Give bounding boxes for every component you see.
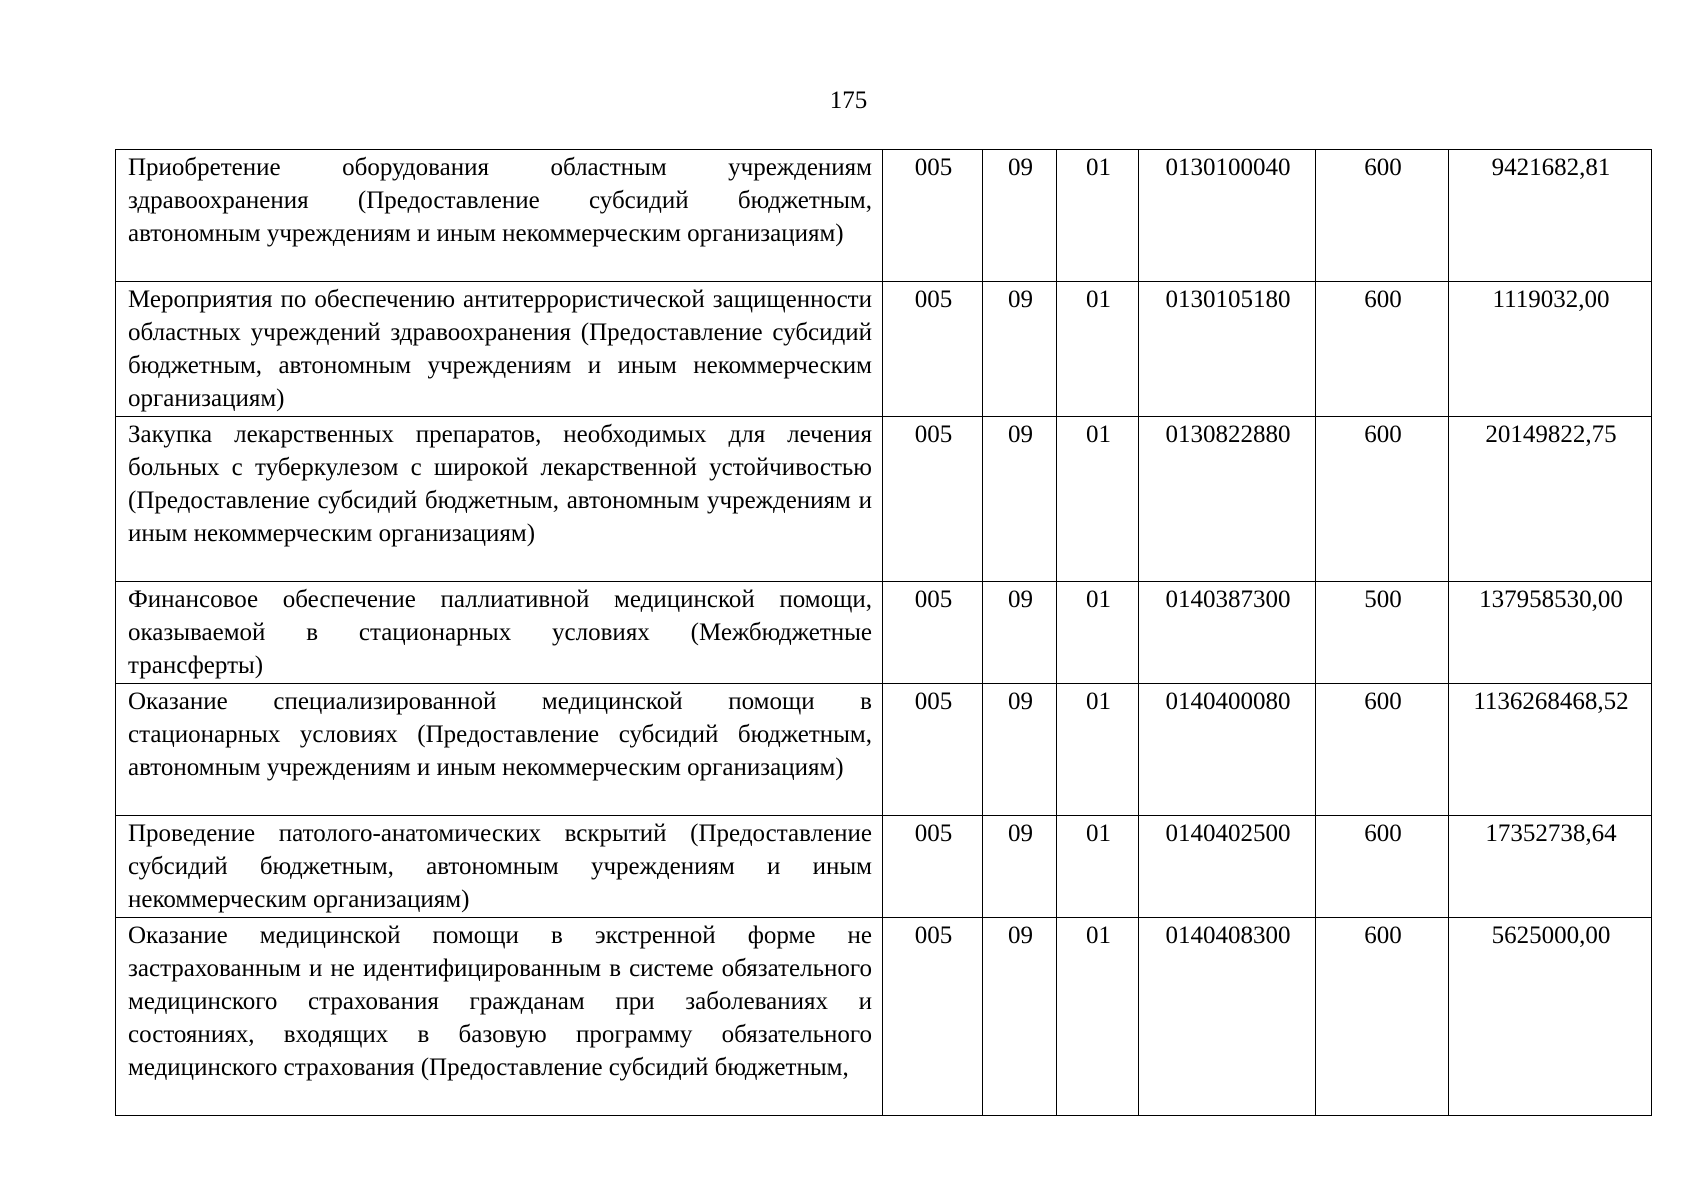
row-description: Оказание специализированной медицинской помощи в стационарных условиях (Предоставление субсидий бюджетным, автономным учреждениям и иным некоммерческим организациям) — [116, 684, 883, 816]
subsection-code: 01 — [1057, 684, 1139, 816]
target-article-code: 0140402500 — [1139, 816, 1316, 918]
subsection-code: 01 — [1057, 582, 1139, 684]
row-description: Закупка лекарственных препаратов, необходимых для лечения больных с туберкулезом с широкой лекарственной устойчивостью (Предоставление субсидий бюджетным, автономным учреждениям и иным некоммерческим организациям) — [116, 417, 883, 582]
target-article-code: 0140408300 — [1139, 918, 1316, 1116]
table-row — [116, 816, 1652, 918]
expense-type-code: 600 — [1316, 150, 1449, 282]
section-code: 09 — [983, 282, 1057, 417]
subsection-code: 01 — [1057, 282, 1139, 417]
amount-value: 5625000,00 — [1449, 918, 1652, 1116]
ministry-code: 005 — [883, 150, 983, 282]
section-code: 09 — [983, 417, 1057, 582]
expense-type-code: 500 — [1316, 582, 1449, 684]
amount-value: 17352738,64 — [1449, 816, 1652, 918]
section-code: 09 — [983, 816, 1057, 918]
table-row — [116, 582, 1652, 684]
target-article-code: 0140400080 — [1139, 684, 1316, 816]
ministry-code: 005 — [883, 417, 983, 582]
amount-value: 20149822,75 — [1449, 417, 1652, 582]
table-body — [116, 150, 1652, 1116]
budget-table — [115, 149, 1652, 1116]
amount-value: 1119032,00 — [1449, 282, 1652, 417]
table-row — [116, 918, 1652, 1116]
subsection-code: 01 — [1057, 918, 1139, 1116]
target-article-code: 0140387300 — [1139, 582, 1316, 684]
section-code: 09 — [983, 150, 1057, 282]
ministry-code: 005 — [883, 816, 983, 918]
subsection-code: 01 — [1057, 816, 1139, 918]
ministry-code: 005 — [883, 684, 983, 816]
row-description: Проведение патолого-анатомических вскрытий (Предоставление субсидий бюджетным, автономным учреждениям и иным некоммерческим организациям) — [116, 816, 883, 918]
row-description: Мероприятия по обеспечению антитеррористической защищенности областных учреждений здравоохранения (Предоставление субсидий бюджетным, автономным учреждениям и иным некоммерческим организациям) — [116, 282, 883, 417]
table-row — [116, 417, 1652, 582]
amount-value: 137958530,00 — [1449, 582, 1652, 684]
row-description: Приобретение оборудования областным учреждениям здравоохранения (Предоставление субсидий бюджетным, автономным учреждениям и иным некоммерческим организациям) — [116, 150, 883, 282]
target-article-code: 0130822880 — [1139, 417, 1316, 582]
expense-type-code: 600 — [1316, 417, 1449, 582]
section-code: 09 — [983, 582, 1057, 684]
section-code: 09 — [983, 684, 1057, 816]
expense-type-code: 600 — [1316, 282, 1449, 417]
ministry-code: 005 — [883, 918, 983, 1116]
page-number: 175 — [829, 87, 868, 114]
row-description: Финансовое обеспечение паллиативной медицинской помощи, оказываемой в стационарных условиях (Межбюджетные трансферты) — [116, 582, 883, 684]
table-row — [116, 282, 1652, 417]
subsection-code: 01 — [1057, 150, 1139, 282]
expense-type-code: 600 — [1316, 918, 1449, 1116]
row-description: Оказание медицинской помощи в экстренной форме не застрахованным и не идентифицированным в системе обязательного медицинского страхования гражданам при заболеваниях и состояниях, входящих в базовую программу обязательного медицинского страхования (Предоставление субсидий бюджетным, — [116, 918, 883, 1116]
target-article-code: 0130100040 — [1139, 150, 1316, 282]
expense-type-code: 600 — [1316, 816, 1449, 918]
ministry-code: 005 — [883, 282, 983, 417]
table-row — [116, 684, 1652, 816]
section-code: 09 — [983, 918, 1057, 1116]
amount-value: 9421682,81 — [1449, 150, 1652, 282]
target-article-code: 0130105180 — [1139, 282, 1316, 417]
expense-type-code: 600 — [1316, 684, 1449, 816]
subsection-code: 01 — [1057, 417, 1139, 582]
table-row — [116, 150, 1652, 282]
ministry-code: 005 — [883, 582, 983, 684]
amount-value: 1136268468,52 — [1449, 684, 1652, 816]
